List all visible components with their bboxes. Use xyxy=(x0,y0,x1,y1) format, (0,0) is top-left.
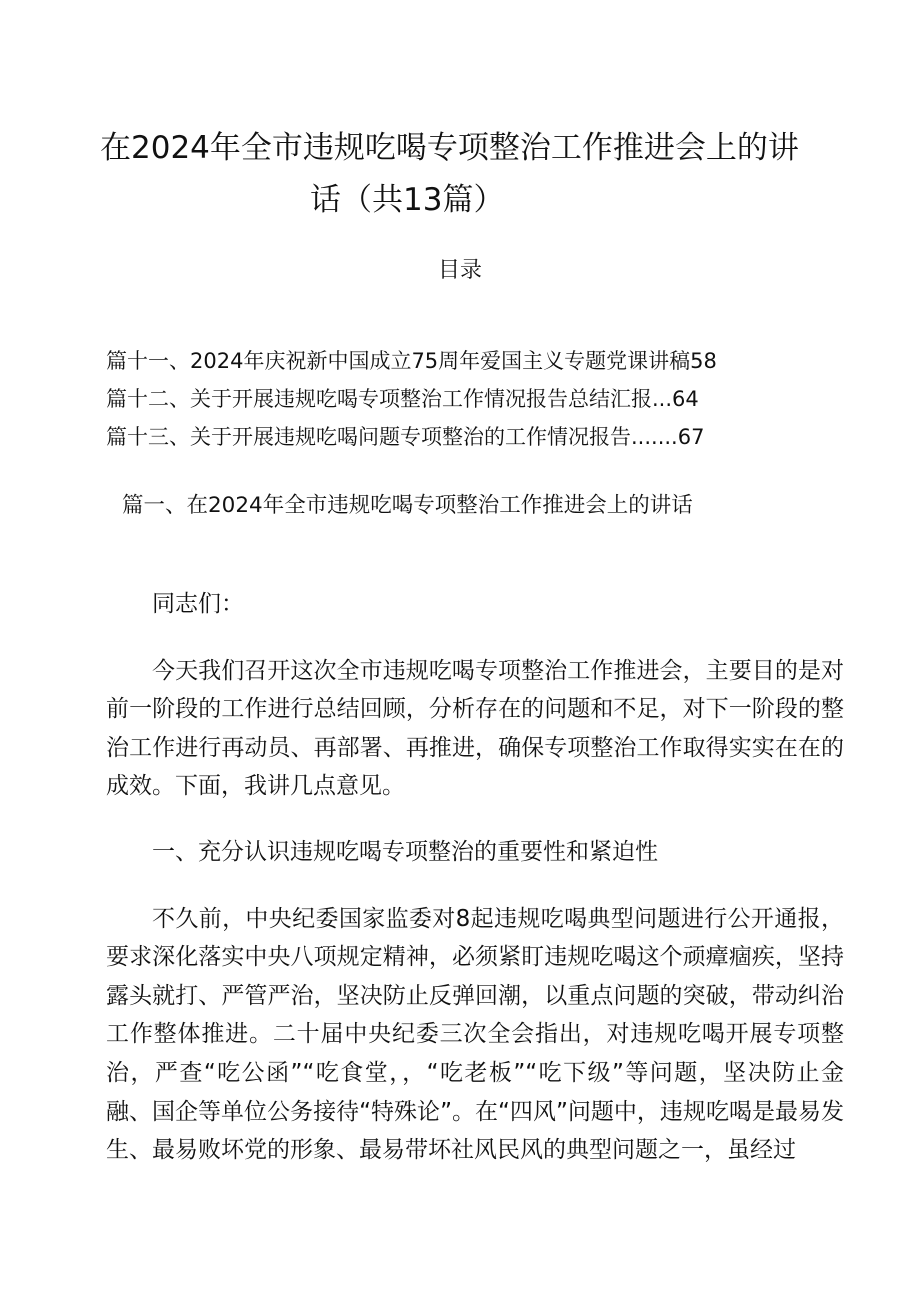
paragraph: 不久前，中央纪委国家监委对8起违规吃喝典型问题进行公开通报，要求深化落实中央八项规定精神，必须紧盯违规吃喝这个顽瘴痼疾，坚持露头就打、严管严治，坚决防止反弹回潮，以重点问题的突破，带动纠治工作整体推进。二十届中央纪委三次全会指出，对违规吃喝开展专项整治，严查“吃公函”“吃食堂，，“吃老板”“吃下级”等问题，坚决防止金融、国企等单位公务接待“特殊论”。在“四风”问题中，违规吃喝是最易发生、最易败坏党的形象、最易带坏社风民风的典型问题之一，虽经过 xyxy=(106,905,844,1164)
document-title-line-1: 在2024年全市违规吃喝专项整治工作推进会上的讲 xyxy=(100,130,799,166)
salutation: 同志们： xyxy=(152,591,244,617)
section-heading: 一、充分认识违规吃喝专项整治的重要性和紧迫性 xyxy=(152,838,658,865)
toc-heading: 目录 xyxy=(437,258,482,283)
table-of-contents xyxy=(106,342,826,456)
section-title: 篇一、在2024年全市违规吃喝专项整治工作推进会上的讲话 xyxy=(122,493,693,518)
toc-item[interactable]: 篇十一、2024年庆祝新中国成立75周年爱国主义专题党课讲稿58 xyxy=(106,349,717,373)
toc-item[interactable]: 篇十三、关于开展违规吃喝问题专项整治的工作情况报告.......67 xyxy=(106,425,705,449)
toc-item[interactable]: 篇十二、关于开展违规吃喝专项整治工作情况报告总结汇报...64 xyxy=(106,387,699,411)
document-title-line-2: 话（共13篇） xyxy=(310,182,505,218)
paragraph: 今天我们召开这次全市违规吃喝专项整治工作推进会，主要目的是对前一阶段的工作进行总结回顾，分析存在的问题和不足，对下一阶段的整治工作进行再动员、再部署、再推进，确保专项整治工作取得实实在在的成效。下面，我讲几点意见。 xyxy=(106,657,844,800)
document-title xyxy=(100,122,840,226)
body-text xyxy=(106,585,844,1170)
